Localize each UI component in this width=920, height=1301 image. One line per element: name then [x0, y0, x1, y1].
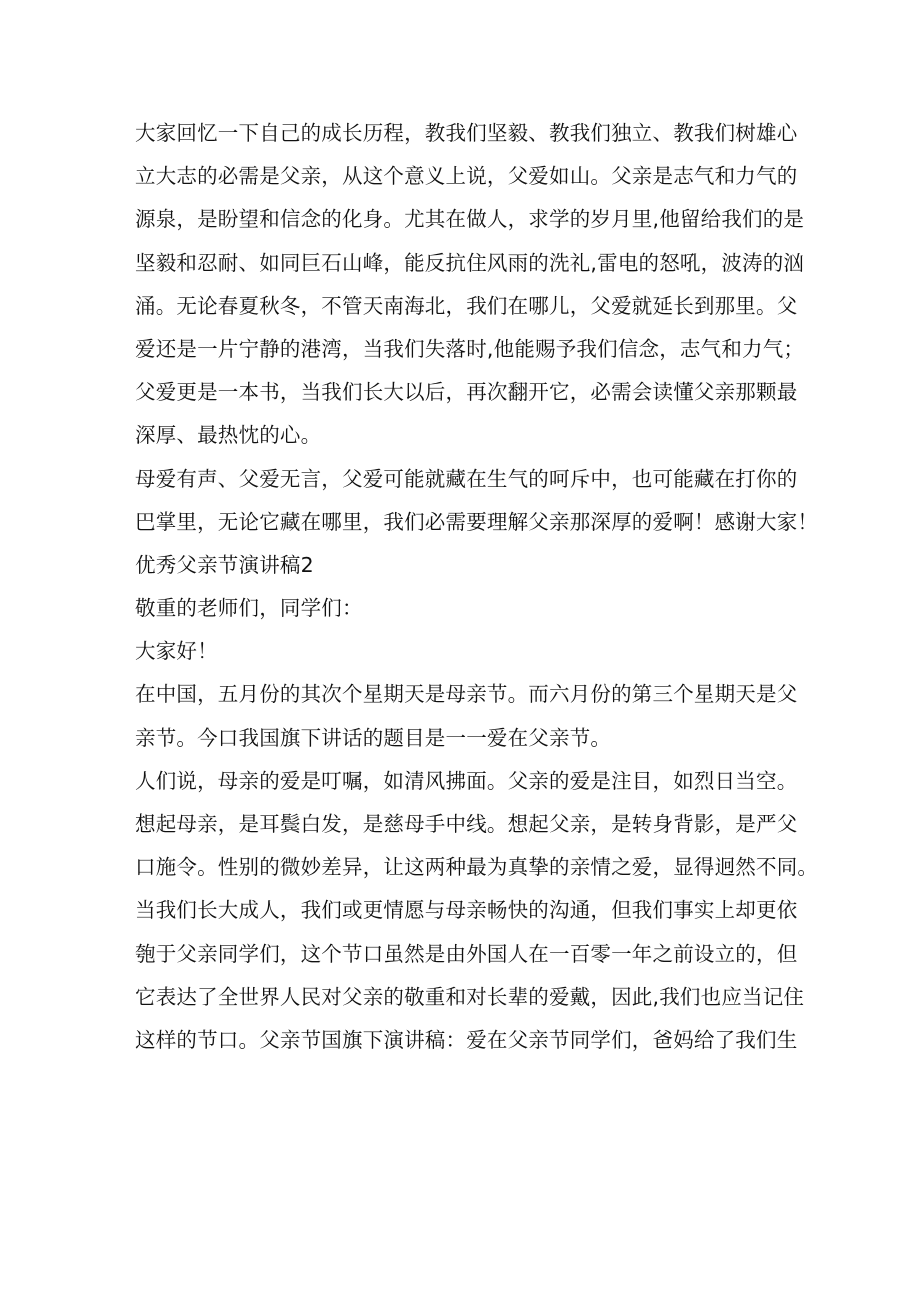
- text-line: 在中国，五月份的其次个星期天是母亲节。而六月份的第三个星期天是父: [135, 682, 798, 707]
- text-line: 这样的节口。父亲节国旗下演讲稿：爱在父亲节同学们，爸妈给了我们生: [135, 1027, 798, 1052]
- section-heading: 优秀父亲节演讲稿2: [135, 552, 314, 577]
- text-line: 亲节。今口我国旗下讲话的题目是一一爱在父亲节。: [135, 725, 612, 750]
- text-line: 人们说，母亲的爱是叮嘱，如清风拂面。父亲的爱是注目，如烈日当空。: [135, 768, 798, 793]
- text-line: 口施令。性别的微妙差异，让这两种最为真挚的亲情之爱，显得迥然不同。: [135, 855, 819, 880]
- text-line: 巴掌里，无论它藏在哪里，我们必需要理解父亲那深厚的爱啊！感谢大家！: [135, 509, 819, 534]
- text-line: 大家回忆一下自己的成长历程，教我们坚毅、教我们独立、教我们树雄心: [135, 121, 798, 145]
- salutation: 敬重的老师们，同学们：: [135, 596, 363, 621]
- text-line: 母爱有声、父爱无言，父爱可能就藏在生气的呵斥中，也可能藏在打你的: [135, 466, 798, 491]
- text-line: 匏于父亲同学们，这个节口虽然是由外国人在一百零一年之前设立的，但: [135, 941, 798, 966]
- greeting: 大家好！: [135, 639, 218, 664]
- text-line: 涌。无论春夏秋冬，不管天南海北，我们在哪儿，父爱就延长到那里。父: [135, 293, 798, 318]
- text-line: 想起母亲，是耳鬓白发，是慈母手中线。想起父亲，是转身背影，是严父: [135, 812, 798, 836]
- text-line: 父爱更是一本书，当我们长大以后，再次翻开它，必需会读懂父亲那颗最: [135, 380, 798, 405]
- text-line: 它表达了全世界人民对父亲的敬重和对长辈的爱戴，因此,我们也应当记住: [135, 984, 805, 1009]
- text-line: 当我们长大成人，我们或更情愿与母亲畅快的沟通，但我们事实上却更依: [135, 898, 798, 923]
- text-line: 立大志的必需是父亲，从这个意义上说，父爱如山。父亲是志气和力气的: [135, 164, 798, 189]
- text-line: 深厚、最热忱的心。: [135, 423, 322, 448]
- text-line: 源泉，是盼望和信念的化身。尤其在做人，求学的岁月里,他留给我们的是: [135, 207, 805, 232]
- document-body: [135, 112, 819, 1062]
- text-line: 爱还是一片宁静的港湾，当我们失落时,他能赐予我们信念，志气和力气；: [135, 336, 805, 361]
- text-line: 坚毅和忍耐、如同巨石山峰，能反抗住风雨的洗礼,雷电的怒吼，波涛的汹: [135, 250, 805, 275]
